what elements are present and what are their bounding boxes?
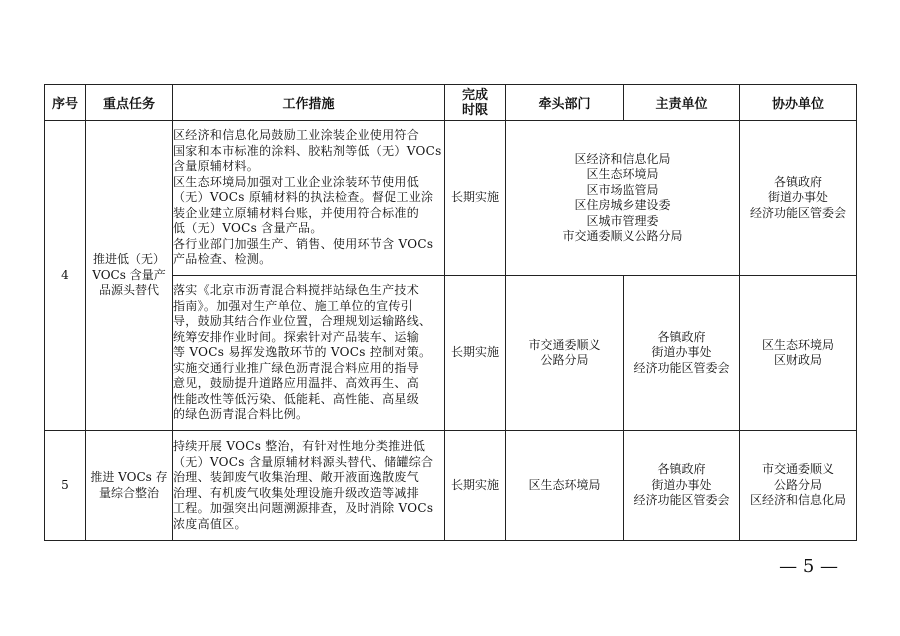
assist-cell bbox=[740, 121, 857, 276]
dept-line: 经济功能区管委会 bbox=[633, 493, 730, 508]
lead-cell bbox=[506, 276, 624, 431]
measure-line: 性能改性等低污染、低能耗、高性能、高星级 bbox=[173, 391, 420, 406]
deadline-cell: 长期实施 bbox=[445, 121, 506, 276]
header-main: 主责单位 bbox=[624, 85, 740, 121]
measure-line: 实施交通行业推广绿色沥青混合料应用的指导 bbox=[173, 360, 420, 375]
header-assist: 协办单位 bbox=[740, 85, 857, 121]
dept-line: 区经济和信息化局 bbox=[574, 151, 671, 166]
deadline-cell: 长期实施 bbox=[445, 431, 506, 541]
dept-line: 市交通委顺义公路分局 bbox=[562, 229, 683, 243]
measures-cell bbox=[173, 276, 445, 431]
main-cell bbox=[624, 276, 740, 431]
measure-line: 指南》。加强对生产单位、施工单位的宣传引 bbox=[173, 298, 414, 313]
dept-line: 经济功能区管委会 bbox=[749, 205, 846, 220]
measures-cell bbox=[173, 121, 445, 276]
measure-line: 意见，鼓励提升道路应用温拌、高效再生、高 bbox=[173, 376, 420, 391]
measure-line: 装企业建立原辅材料台账，并使用符合标准的 bbox=[173, 205, 420, 220]
measure-line: 区经济和信息化局鼓励工业涂装企业使用符合 bbox=[173, 128, 420, 143]
measure-line: 治理、有机废气收集处理设施升级改造等减排 bbox=[173, 485, 420, 500]
header-task: 重点任务 bbox=[86, 85, 173, 121]
lead-cell bbox=[506, 431, 624, 541]
dept-line: 公路分局 bbox=[773, 477, 822, 492]
task-line: 推进 VOCs 存 bbox=[90, 470, 168, 484]
dept-line: 各镇政府 bbox=[657, 462, 706, 477]
task-line: 品源头替代 bbox=[98, 283, 159, 298]
assist-cell bbox=[740, 276, 857, 431]
measure-line: 浓度高值区。 bbox=[173, 516, 247, 531]
task-line: 量综合整治 bbox=[98, 485, 159, 500]
dept-line: 公路分局 bbox=[540, 353, 589, 367]
measure-line: 等 VOCs 易挥发逸散环节的 VOCs 控制对策。 bbox=[173, 345, 432, 360]
dept-line: 市交通委顺义 bbox=[761, 462, 834, 477]
measure-line: 国家和本市标准的涂料、胶粘剂等低（无）VOCs bbox=[173, 143, 442, 158]
task-cell bbox=[86, 431, 173, 541]
header-deadline-line2: 时限 bbox=[461, 102, 488, 118]
deadline-cell: 长期实施 bbox=[445, 276, 506, 431]
main-cell bbox=[624, 431, 740, 541]
table-header-row bbox=[45, 85, 857, 121]
dept-line: 区生态环境局 bbox=[586, 167, 659, 181]
dept-line: 区城市管理委 bbox=[586, 213, 659, 228]
task-line: 推进低（无） bbox=[92, 252, 165, 267]
dept-line: 区住房城乡建设委 bbox=[574, 198, 671, 212]
measure-line: 各行业部门加强生产、销售、使用环节含 VOCs bbox=[173, 236, 434, 251]
seq-cell: 5 bbox=[45, 431, 86, 541]
header-measures: 工作措施 bbox=[173, 85, 445, 121]
table-row bbox=[45, 121, 857, 276]
dept-line: 区市场监管局 bbox=[586, 182, 659, 197]
header-deadline-line1: 完成 bbox=[461, 87, 488, 103]
measure-line: 工程。加强突出问题溯源排查，及时消除 VOCs bbox=[173, 501, 434, 515]
dept-line: 街道办事处 bbox=[651, 477, 712, 492]
measure-line: 的绿色沥青混合料比例。 bbox=[173, 407, 309, 422]
measure-line: 治理、装卸废气收集治理、敞开液面逸散废气 bbox=[173, 470, 420, 484]
measure-line: 产品检查、检测。 bbox=[173, 252, 272, 267]
header-deadline bbox=[445, 85, 506, 121]
dept-line: 区生态环境局 bbox=[528, 477, 601, 492]
lead-main-cell bbox=[506, 121, 740, 276]
dept-line: 经济功能区管委会 bbox=[633, 360, 730, 375]
dept-line: 街道办事处 bbox=[651, 345, 712, 360]
assist-cell bbox=[740, 431, 857, 541]
dept-line: 区经济和信息化局 bbox=[749, 493, 846, 508]
page-number: — 5 — bbox=[779, 556, 838, 577]
measure-line: 落实《北京市沥青混合料搅拌站绿色生产技术 bbox=[173, 283, 420, 298]
measure-line: 统筹安排作业时间。探索针对产品装车、运输 bbox=[173, 329, 420, 344]
measure-line: 含量原辅材料。 bbox=[173, 159, 260, 174]
measure-line: （无）VOCs 含量原辅材料源头替代、储罐综合 bbox=[173, 454, 434, 469]
dept-line: 区生态环境局 bbox=[761, 337, 834, 352]
dept-line: 市交通委顺义 bbox=[528, 337, 601, 352]
dept-line: 区财政局 bbox=[773, 353, 822, 367]
measure-line: 区生态环境局加强对工业企业涂装环节使用低 bbox=[173, 174, 420, 189]
measure-line: 持续开展 VOCs 整治，有针对性地分类推进低 bbox=[173, 439, 426, 453]
dept-line: 各镇政府 bbox=[773, 174, 822, 189]
measure-line: 低（无）VOCs 含量产品。 bbox=[173, 221, 323, 236]
header-lead: 牵头部门 bbox=[506, 85, 624, 121]
task-table bbox=[44, 84, 857, 541]
dept-line: 街道办事处 bbox=[767, 190, 828, 205]
measures-cell bbox=[173, 431, 445, 541]
seq-cell: 4 bbox=[45, 121, 86, 431]
measure-line: （无）VOCs 原辅材料的执法检查。督促工业涂 bbox=[173, 190, 434, 205]
dept-line: 各镇政府 bbox=[657, 329, 706, 344]
task-cell bbox=[86, 121, 173, 431]
task-line: VOCs 含量产 bbox=[92, 267, 166, 282]
header-seq: 序号 bbox=[45, 85, 86, 121]
table-row bbox=[45, 431, 857, 541]
measure-line: 导，鼓励其结合作业位置，合理规划运输路线、 bbox=[173, 314, 432, 329]
